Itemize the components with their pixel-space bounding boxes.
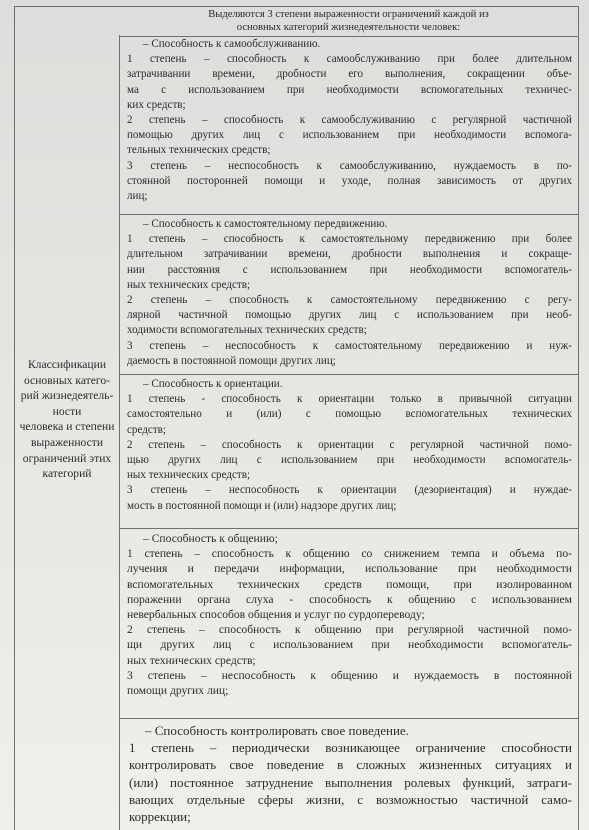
left-column bbox=[15, 35, 120, 830]
section-communication bbox=[119, 529, 579, 719]
section-line: щи других лиц с использованием при необходимости вспомогатель- bbox=[127, 638, 572, 652]
section-line: самостоятельно и (или) с помощью вспомогательных технических bbox=[127, 408, 572, 421]
section-line: 3 степень – неспособность к общению и нуждаемость в постоянной bbox=[127, 668, 572, 682]
section-line: 3 степень – неспособность к ориентации (дезориентация) и нуждае- bbox=[127, 484, 572, 497]
section-line: средств; bbox=[127, 423, 166, 436]
left-line: рий жизнедеятель- bbox=[20, 389, 114, 403]
section-line: ма с использованием при необходимости вспомогательных техничес- bbox=[127, 83, 572, 96]
section-title: – Способность к ориентации. bbox=[143, 378, 283, 390]
section-line: даемость в постоянной помощи других лиц; bbox=[127, 354, 336, 367]
table-header bbox=[119, 7, 579, 37]
section-behavior-control bbox=[119, 719, 579, 830]
section-line: 1 степень – способность к самостоятельному передвижению при более bbox=[127, 233, 572, 246]
section-title: – Способность к общению; bbox=[143, 532, 278, 545]
left-line: ности bbox=[52, 404, 82, 418]
section-line: помощи других лиц; bbox=[127, 684, 229, 698]
left-line: основных катего- bbox=[23, 373, 111, 387]
section-line: мость в постоянной помощи и (или) надзоре других лиц; bbox=[127, 499, 397, 512]
section-line: контролировать свое поведение в сложных жизненных ситуациях и bbox=[129, 757, 572, 773]
section-mobility bbox=[119, 215, 579, 375]
section-line: 3 степень – неспособность к самостоятельному передвижению и нуж- bbox=[127, 339, 572, 352]
section-line: лярной частичной помощью других лиц с использованием при необ- bbox=[127, 309, 572, 322]
section-title: – Способность к самостоятельному передвижению. bbox=[143, 218, 388, 230]
section-line: 1 степень – способность к самообслуживанию при более длительном bbox=[127, 53, 572, 66]
left-line: выраженности bbox=[30, 435, 104, 449]
section-line: 1 степень – способность к общению со снижением темпа и объема по- bbox=[127, 547, 572, 561]
section-line: 3 степень – неспособность к самообслуживанию, нуждаемость в по- bbox=[127, 159, 572, 172]
section-line: 1 степень - способность к ориентации только в привычной ситуации bbox=[127, 393, 572, 406]
classification-table bbox=[14, 6, 579, 830]
section-line: нии расстояния с использованием при необходимости вспомогатель- bbox=[127, 263, 572, 276]
section-line: длительном затрачивании времени, дробности выполнения и сокраще- bbox=[127, 248, 572, 261]
left-column-label bbox=[15, 357, 119, 482]
section-line: лиц; bbox=[127, 190, 148, 203]
left-line: Классификации bbox=[27, 358, 107, 371]
section-line: ходимости вспомогательных технических средств; bbox=[127, 324, 367, 337]
section-line: щью других лиц с использованием при необходимости вспомогатель- bbox=[127, 454, 572, 467]
section-line: лучения и передачи информации, использование при необходимости bbox=[127, 562, 572, 576]
section-line: затрачивании времени, дробности его выполнения, сокращении объе- bbox=[127, 68, 572, 81]
section-line: 2 степень – способность к общению при регулярной частичной помо- bbox=[127, 623, 572, 637]
section-line: ных технических средств; bbox=[127, 653, 256, 667]
section-line: 2 степень – способность к самостоятельному передвижению с регу- bbox=[127, 294, 572, 307]
section-line: вающих отдельные сферы жизни, с возможностью частичной само- bbox=[129, 791, 572, 807]
section-line: (или) постоянное затруднение выполнения ролевых функций, затраги- bbox=[129, 774, 572, 790]
left-line: человека и степени bbox=[19, 420, 115, 434]
section-line: невербальных способов общения и услуг по сурдопереводу; bbox=[127, 608, 425, 622]
section-line: ных технических средств; bbox=[127, 469, 251, 482]
section-line: ких средств; bbox=[127, 98, 186, 111]
section-line: коррекции; bbox=[129, 809, 191, 825]
section-self-care bbox=[119, 35, 579, 215]
left-line: ограничений этих bbox=[22, 451, 112, 465]
section-line: стоянной посторонней помощи и уходе, полная зависимость от других bbox=[127, 174, 572, 187]
section-title: – Способность контролировать свое поведение. bbox=[145, 723, 409, 738]
section-line: 2 степень – способность к ориентации с регулярной частичной помо- bbox=[127, 438, 572, 451]
section-line: поражении органа слуха - способность к общению с использованием bbox=[127, 592, 572, 606]
section-orientation bbox=[119, 375, 579, 529]
left-line: категорий bbox=[42, 467, 92, 481]
section-title: – Способность к самообслуживанию. bbox=[143, 38, 321, 50]
section-line: 2 степень – способность к самообслуживанию с регулярной частичной bbox=[127, 114, 572, 127]
section-line: ных технических средств; bbox=[127, 278, 251, 291]
section-line: тельных технических средств; bbox=[127, 144, 271, 157]
header-line: основных категорий жизнедеятельности человек: bbox=[236, 22, 461, 33]
header-line: Выделяются 3 степени выраженности ограничений каждой из bbox=[208, 9, 489, 20]
section-line: 1 степень – периодически возникающее ограничение способности bbox=[129, 740, 572, 756]
section-line: помощью других лиц с использованием при необходимости вспомога- bbox=[127, 129, 572, 142]
section-line: вспомогательных технических средств помощи, при изолированном bbox=[127, 577, 572, 591]
